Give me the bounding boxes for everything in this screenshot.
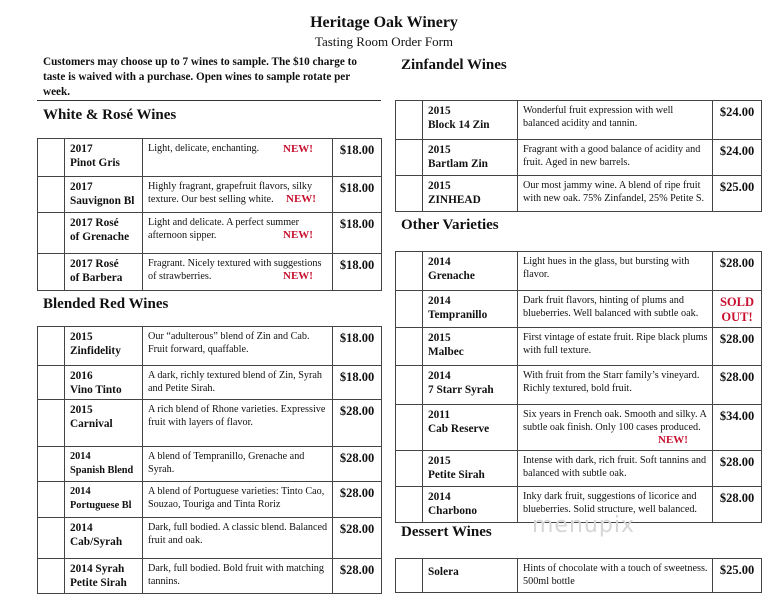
table-row: [38, 559, 382, 594]
select-checkbox[interactable]: [38, 254, 65, 291]
wine-price: $18.00: [333, 366, 382, 400]
wine-price: $18.00: [333, 139, 382, 177]
page-subtitle: Tasting Room Order Form: [314, 34, 454, 49]
wine-name: 2014 Charbono: [423, 487, 518, 523]
select-checkbox[interactable]: [396, 291, 423, 328]
section-title-zinfandel: Zinfandel Wines: [401, 57, 507, 73]
wine-name: 2016 Vino Tinto: [65, 366, 143, 400]
wine-price: $28.00: [333, 559, 382, 594]
wine-description: First vintage of estate fruit. Ripe black plums with full texture.: [518, 328, 713, 366]
select-checkbox[interactable]: [396, 140, 423, 176]
new-badge: NEW!: [283, 143, 313, 155]
page-title: Heritage Oak Winery: [310, 14, 458, 31]
wine-name: 2015 Petite Sirah: [423, 451, 518, 487]
wine-price: $28.00: [713, 451, 762, 487]
select-checkbox[interactable]: [38, 366, 65, 400]
table-row: [396, 101, 762, 140]
wine-price: $28.00: [333, 518, 382, 559]
wine-name: 2014 Spanish Blend: [65, 447, 143, 482]
wine-description: Dark, full bodied. A classic blend. Balanced fruit and oak.: [143, 518, 333, 559]
select-checkbox[interactable]: [396, 328, 423, 366]
wine-name: 2017 Rosé of Barbera: [65, 254, 143, 291]
wine-price: $18.00: [333, 213, 382, 254]
select-checkbox[interactable]: [38, 518, 65, 559]
select-checkbox[interactable]: [38, 139, 65, 177]
new-badge: NEW!: [283, 270, 313, 282]
table-row: [38, 254, 382, 291]
table-row: [38, 366, 382, 400]
select-checkbox[interactable]: [38, 447, 65, 482]
select-checkbox[interactable]: [38, 400, 65, 447]
wine-description: Wonderful fruit expression with well balanced acidity and tannin.: [518, 101, 713, 140]
wine-description: A blend of Portuguese varieties: Tinto Cao, Souzao, Touriga and Tinta Roriz: [143, 482, 333, 518]
select-checkbox[interactable]: [396, 366, 423, 405]
wine-description: Light, delicate, enchanting. NEW!: [143, 139, 333, 177]
new-badge: NEW!: [283, 229, 313, 241]
table-row: [38, 327, 382, 366]
section-title-dessert: Dessert Wines: [401, 524, 492, 540]
dessert-table: [395, 558, 762, 593]
zinfandel-table: [395, 100, 762, 212]
table-row: [396, 140, 762, 176]
wine-description: Hints of chocolate with a touch of sweetness. 500ml bottle: [518, 559, 713, 593]
table-row: [396, 405, 762, 451]
wine-description: Light and delicate. A perfect summer afternoon sipper. NEW!: [143, 213, 333, 254]
wine-description: Our most jammy wine. A blend of ripe fruit with new oak. 75% Zinfandel, 25% Petite S.: [518, 176, 713, 212]
wine-name: 2017 Rosé of Grenache: [65, 213, 143, 254]
select-checkbox[interactable]: [396, 405, 423, 451]
select-checkbox[interactable]: [38, 327, 65, 366]
wine-price: $28.00: [333, 400, 382, 447]
wine-price: $28.00: [713, 487, 762, 523]
wine-price: $18.00: [333, 177, 382, 213]
wine-name: 2015 Carnival: [65, 400, 143, 447]
select-checkbox[interactable]: [396, 252, 423, 291]
wine-description: With fruit from the Starr family’s vineyard. Richly textured, bold fruit.: [518, 366, 713, 405]
wine-name: 2015 ZINHEAD: [423, 176, 518, 212]
wine-price: $34.00: [713, 405, 762, 451]
section-title-blended-red: Blended Red Wines: [43, 296, 169, 312]
wine-description: Dark fruit flavors, hinting of plums and blueberries. Well balanced with subtle oak.: [518, 291, 713, 328]
other-varieties-table: [395, 251, 762, 523]
wine-description: Fragrant with a good balance of acidity and fruit. Aged in new barrels.: [518, 140, 713, 176]
wine-name: 2015 Malbec: [423, 328, 518, 366]
table-row: [396, 291, 762, 328]
intro-text: Customers may choose up to 7 wines to sample. The $10 charge to taste is waived with a purchase. Open wines to sample rotate per week.: [43, 56, 357, 98]
white-rose-table: [37, 138, 382, 291]
wine-name: 2014 Syrah Petite Sirah: [65, 559, 143, 594]
wine-description: Dark, full bodied. Bold fruit with matching tannins.: [143, 559, 333, 594]
wine-description: Highly fragrant, grapefruit flavors, silky texture. Our best selling white. NEW!: [143, 177, 333, 213]
select-checkbox[interactable]: [38, 177, 65, 213]
wine-price: $24.00: [713, 140, 762, 176]
section-title-white-rose: White & Rosé Wines: [43, 107, 177, 123]
wine-name: 2017 Sauvignon Bl: [65, 177, 143, 213]
wine-description: Six years in French oak. Smooth and silky. A subtle oak finish. Only 100 cases produced. NEW!: [518, 405, 713, 451]
table-row: [396, 176, 762, 212]
wine-name: 2011 Cab Reserve: [423, 405, 518, 451]
wine-price: $25.00: [713, 559, 762, 593]
wine-name: 2014 Grenache: [423, 252, 518, 291]
wine-name: Solera: [423, 559, 518, 593]
select-checkbox[interactable]: [396, 451, 423, 487]
wine-name: 2014 Portuguese Bl: [65, 482, 143, 518]
blended-red-table: [37, 326, 382, 594]
select-checkbox[interactable]: [396, 559, 423, 593]
table-row: [38, 518, 382, 559]
wine-price: $24.00: [713, 101, 762, 140]
table-row: [396, 451, 762, 487]
watermark: menupix: [532, 513, 635, 538]
wine-name: 2017 Pinot Gris: [65, 139, 143, 177]
wine-price: $28.00: [713, 366, 762, 405]
wine-description: Light hues in the glass, but bursting with flavor.: [518, 252, 713, 291]
wine-price: $28.00: [333, 447, 382, 482]
table-row: [38, 177, 382, 213]
table-row: [38, 482, 382, 518]
table-row: [396, 559, 762, 593]
wine-price: $28.00: [713, 252, 762, 291]
wine-price: $28.00: [333, 482, 382, 518]
wine-description: A dark, richly textured blend of Zin, Syrah and Petite Sirah.: [143, 366, 333, 400]
sold-out-badge: SOLD OUT!: [713, 291, 762, 328]
table-row: [396, 366, 762, 405]
wine-name: 2014 Tempranillo: [423, 291, 518, 328]
select-checkbox[interactable]: [38, 559, 65, 594]
table-row: [38, 213, 382, 254]
wine-name: 2014 Cab/Syrah: [65, 518, 143, 559]
wine-name: 2015 Zinfidelity: [65, 327, 143, 366]
table-row: [38, 400, 382, 447]
wine-description: Intense with dark, rich fruit. Soft tannins and balanced with subtle oak.: [518, 451, 713, 487]
new-badge: NEW!: [658, 434, 688, 446]
new-badge: NEW!: [286, 193, 316, 205]
divider: [37, 100, 381, 101]
table-row: [38, 139, 382, 177]
wine-description: Inky dark fruit, suggestions of licorice and blueberries. Solid structure, well balanced.: [518, 487, 713, 523]
wine-description: A blend of Tempranillo, Grenache and Syrah.: [143, 447, 333, 482]
wine-description: Our “adulterous” blend of Zin and Cab. Fruit forward, quaffable.: [143, 327, 333, 366]
wine-price: $25.00: [713, 176, 762, 212]
wine-description: Fragrant. Nicely textured with suggestions of strawberries. NEW!: [143, 254, 333, 291]
select-checkbox[interactable]: [396, 101, 423, 140]
wine-description: A rich blend of Rhone varieties. Expressive fruit with layers of flavor.: [143, 400, 333, 447]
wine-name: 2015 Block 14 Zin: [423, 101, 518, 140]
select-checkbox[interactable]: [396, 176, 423, 212]
wine-price: $18.00: [333, 327, 382, 366]
table-row: [396, 328, 762, 366]
wine-name: 2015 Bartlam Zin: [423, 140, 518, 176]
select-checkbox[interactable]: [38, 482, 65, 518]
select-checkbox[interactable]: [396, 487, 423, 523]
wine-name: 2014 7 Starr Syrah: [423, 366, 518, 405]
section-title-other: Other Varieties: [401, 217, 499, 233]
table-row: [396, 252, 762, 291]
wine-price: $28.00: [713, 328, 762, 366]
select-checkbox[interactable]: [38, 213, 65, 254]
table-row: [38, 447, 382, 482]
wine-price: $18.00: [333, 254, 382, 291]
